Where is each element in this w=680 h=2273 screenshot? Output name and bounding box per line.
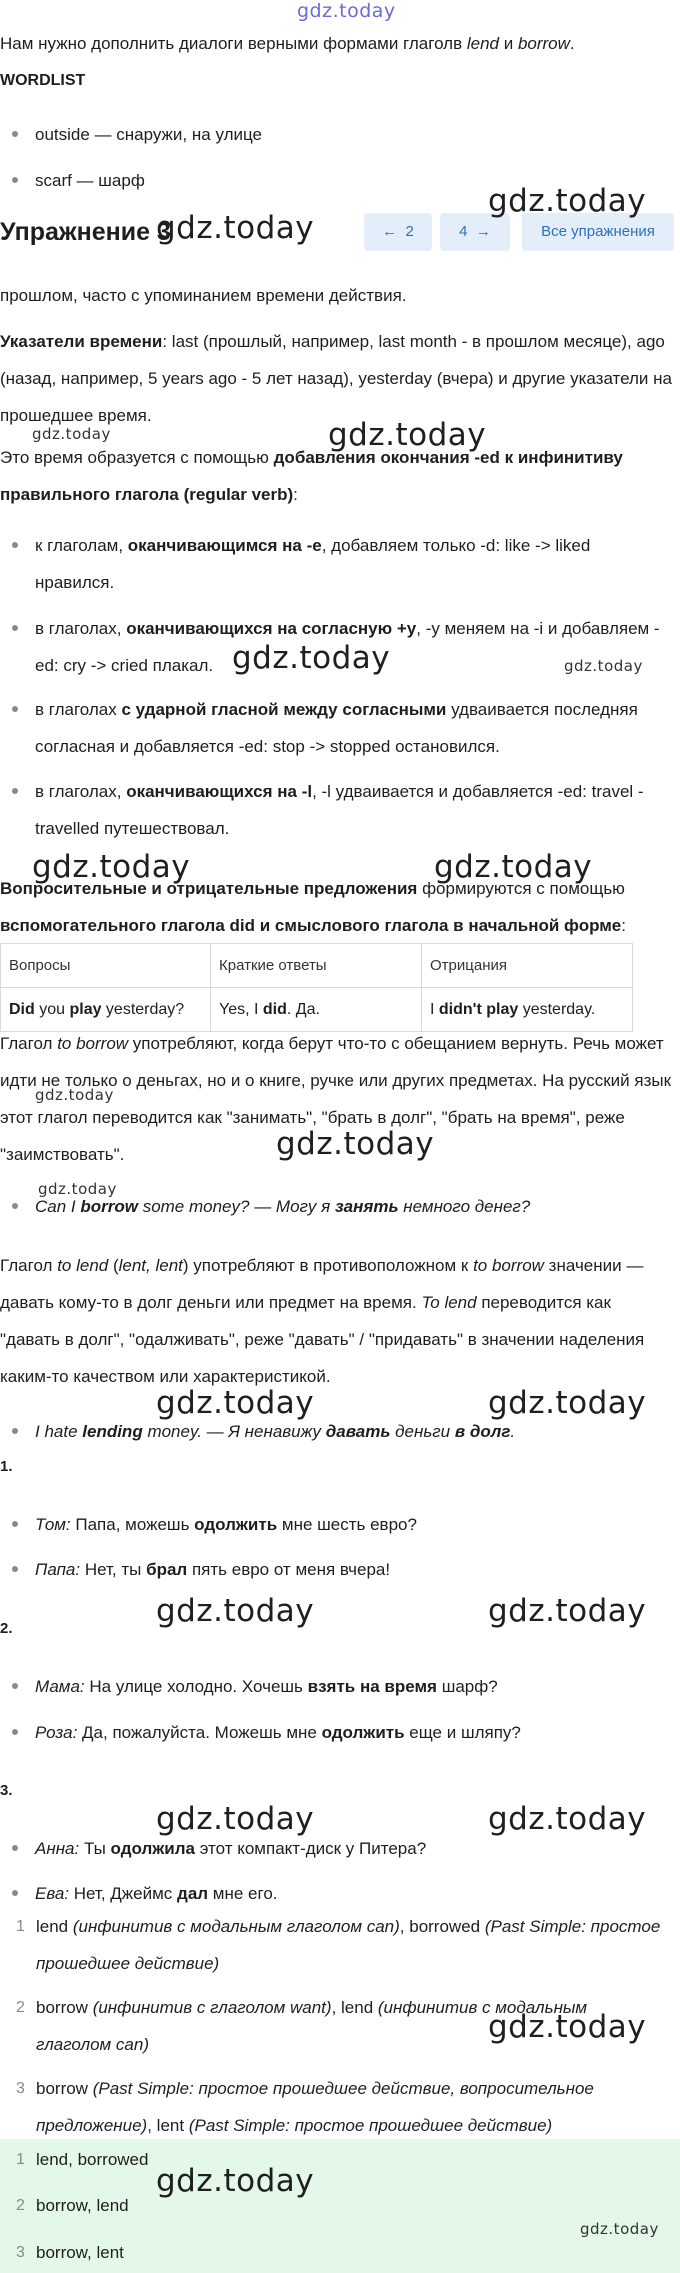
table-header-row <box>1 944 633 988</box>
table-header-cell: Вопросы <box>1 944 211 988</box>
bullet-icon <box>12 542 18 548</box>
watermark: gdz.today <box>38 1180 117 1198</box>
exercise-title: Упражнение 3 <box>0 218 171 246</box>
wordlist-title: WORDLIST <box>0 72 86 89</box>
watermark: gdz.today <box>564 657 643 675</box>
bullet-icon <box>12 1428 18 1434</box>
watermark: gdz.today <box>156 1385 315 1421</box>
table-cell-question: Did you play yesterday? <box>1 988 211 1032</box>
all-exercises-button[interactable]: Все упражнения <box>522 213 674 251</box>
watermark: gdz.today <box>434 849 593 885</box>
bullet-icon <box>12 1566 18 1572</box>
watermark: gdz.today <box>35 1086 114 1104</box>
watermark: gdz.today <box>276 1126 435 1162</box>
table-header-cell: Краткие ответы <box>211 944 422 988</box>
watermark: gdz.today <box>488 1801 647 1837</box>
theory-past-line: прошлом, часто с упоминанием времени действия. <box>0 286 407 305</box>
bullet-icon <box>12 788 18 794</box>
table-header-cell: Отрицания <box>422 944 633 988</box>
questions-rule: Вопросительные и отрицательные предложения формируются с помощью вспомогательного глагола did и смыслового глагола в начальной форме: <box>0 879 626 935</box>
watermark: gdz.today <box>156 210 315 246</box>
bullet-icon <box>12 1203 18 1209</box>
watermark: gdz.today <box>580 2220 659 2238</box>
lend-paragraph: Глагол to lend (lent, lent) употребляют в противоположном к to borrow значении — давать кому-то в долг деньги или предмет на время. To lend переводится как "давать в долг", "одалживать", реже "давать" / "придавать" в значении наделения каким-то качеством или характеристикой. <box>0 1256 645 1386</box>
arrow-right-icon: → <box>475 223 491 240</box>
prev-exercise-button[interactable]: ← 2 <box>364 213 432 251</box>
watermark: gdz.today <box>232 640 391 676</box>
watermark: gdz.today <box>156 2163 315 2199</box>
formation-rule: Это время образуется с помощью добавления окончания -ed к инфинитиву правильного глагола (regular verb): <box>0 448 623 504</box>
answers-box: 1 lend, borrowed 2 borrow, lend 3 borrow, lent <box>0 2139 680 2273</box>
time-markers: Указатели времени: last (прошлый, например, last month - в прошлом месяце), ago (назад, например, 5 years ago - 5 лет назад), yesterday (вчера) и другие указатели на прошедшее время. <box>0 332 672 425</box>
dialogue-number: 1. <box>0 1458 13 1475</box>
watermark: gdz.today <box>488 1593 647 1629</box>
bullet-icon <box>12 1683 18 1689</box>
watermark: gdz.today <box>488 2009 647 2045</box>
watermark-top: gdz.today <box>297 0 396 22</box>
grammar-table <box>0 943 633 1032</box>
dialogue-number: 3. <box>0 1782 13 1799</box>
borrow-paragraph: Глагол to borrow употребляют, когда берут что-то с обещанием вернуть. Речь может идти не только о деньгах, но и о книге, ручке или других предметах. На русский язык этот глагол переводится как "занимать", "брать в долг", "брать на время", реже "заимствовать". <box>0 1034 672 1164</box>
bullet-icon <box>12 177 18 183</box>
table-cell-answer: Yes, I did. Да. <box>211 988 422 1032</box>
dialogue-number: 2. <box>0 1620 13 1637</box>
bullet-icon <box>12 1890 18 1896</box>
watermark: gdz.today <box>488 1385 647 1421</box>
bullet-icon <box>12 131 18 137</box>
intro-text: Нам нужно дополнить диалоги верными формами глаголв lend и borrow. <box>0 34 575 53</box>
arrow-left-icon: ← <box>382 223 398 240</box>
table-cell-negation: I didn't play yesterday. <box>422 988 633 1032</box>
watermark: gdz.today <box>328 417 487 453</box>
bullet-icon <box>12 1521 18 1527</box>
watermark: gdz.today <box>32 849 191 885</box>
bullet-icon <box>12 706 18 712</box>
watermark: gdz.today <box>156 1593 315 1629</box>
bullet-icon <box>12 1845 18 1851</box>
watermark: gdz.today <box>488 183 647 219</box>
watermark: gdz.today <box>156 1801 315 1837</box>
next-exercise-button[interactable]: 4 → <box>440 213 510 251</box>
bullet-icon <box>12 625 18 631</box>
watermark: gdz.today <box>32 425 111 443</box>
bullet-icon <box>12 1729 18 1735</box>
